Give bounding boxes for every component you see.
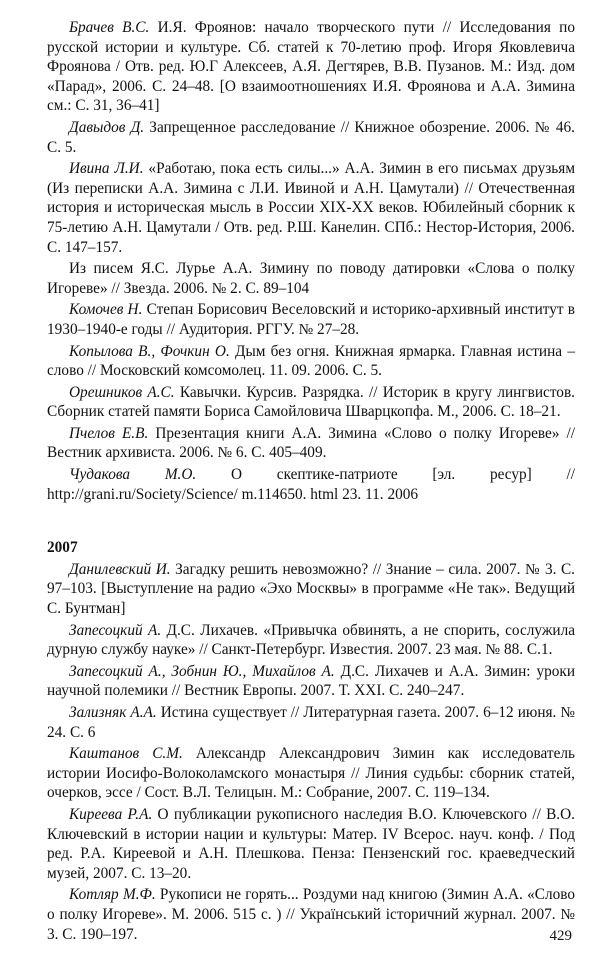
entry-text: Истина существует // Литературная газета. 2007. 6–12 июня. № 24. С. 6 [47,704,575,741]
section-2007-entries [47,560,575,944]
entry-text: Загадку решить невозможно? // Знание – сила. 2007. № 3. С. 97–103. [Выступление на радио «Эхо Москвы» в программе «Не так». Ведущий С. Бунтман] [47,560,575,618]
entry-author: Запесоцкий А., Зобнин Ю., Михайлов А. [69,662,335,680]
entry-text: Дым без огня. Книжная ярмарка. Главная истина – слово // Московский комсомолец. 11. 09. 2006. С. 5. [47,342,575,380]
entry-text: Из писем Я.С. Лурье А.А. Зимину по поводу датировки «Слова о полку Игореве» // Звезда. 2006. № 2. С. 89–104 [47,260,575,297]
entry-text: Презентация книги А.А. Зимина «Слово о полку Игореве» // Вестник архивиста. 2006. № 6. С. 405–409. [47,424,576,462]
entry-author: Данилевский И. [69,560,171,578]
bibliography-entry [47,621,575,660]
bibliography-entry [47,118,575,157]
entry-author: Брачев В.С. [69,19,150,36]
bibliography-entry [47,744,575,803]
bibliography-entry [47,662,575,701]
bibliography-entry [47,703,575,742]
bibliography-entry [47,885,575,944]
bibliography-entry [47,300,575,339]
bibliography-entry [47,560,575,619]
bibliography-entry [47,805,575,883]
bibliography-entry [47,424,575,463]
entry-author: Ивина Л.И. [69,160,144,178]
year-heading: 2007 [47,539,78,557]
entry-author: Каштанов С.М. [69,745,183,763]
entry-text: О публикации рукописного наследия В.О. Ключевского // В.О. Ключевский в истории нации и культуры: Матер. IV Всерос. науч. конф. / Под ред. Р.А. Киреевой и А.Н. Плешкова. Пенза: Пензенский гос. краеведческий музей, 2007. С. 13–20. [47,805,575,882]
entry-text: Степан Борисович Веселовский и историко-архивный институт в 1930–1940-е годы // Аудитория. РГГУ. № 27–28. [47,301,575,338]
entry-author: Киреева Р.А. [69,805,153,823]
entry-author: Котляр М.Ф. [69,886,156,904]
bibliography-entry [47,465,575,504]
entry-text: Рукописи не горять... Роздуми над книгою (Зимин А.А. «Слово о полку Игореве». М. 2006. 515 с. ) // Український історичний журнал. 2007. № 3. С. 190–197. [47,886,576,943]
entry-author: Копылова В., Фочкин О. [69,342,230,360]
entry-author: Зализняк А.А. [69,704,157,721]
entry-author: Чудакова М.О. [69,466,197,484]
entry-text: О скептике-патриоте [эл. ресур] // http://grani.ru/Society/Science/ m.114650. html 23. 11. 2006 [47,466,575,503]
page-body [47,18,575,946]
entry-author: Комочев Н. [69,301,143,319]
entry-text: Александр Александрович Зимин как исследователь истории Иосифо-Волоколамского монастыря // Линия судьбы: сборник статей, очерков, эссе / Сост. В.Л. Телицын. М.: Собрание, 2007. С. 119–134. [47,745,576,802]
bibliography-entry [47,342,575,381]
entry-text: И.Я. Фроянов: начало творческого пути // Исследования по русской истории и культуре. Сб. статей к 70-летию проф. Игоря Яковлевича Фроянова / Отв. ред. Ю.Г Алексеев, А.Я. Дегтярев, В.В. Пузанов. М.: Изд. дом «Парад», 2006. С. 24–48. [О взаимоотношениях И.Я. Фроянова и А.А. Зимина см.: С. 31, 36–41] [47,19,575,115]
entry-author: Орешников А.С. [69,383,175,401]
bibliography-entry [47,159,575,257]
entry-text: Д.С. Лихачев и А.А. Зимин: уроки научной полемики // Вестник Европы. 2007. Т. XXI. С. 240–247. [47,662,576,700]
entry-author: Пчелов Е.В. [69,424,149,442]
entry-text: Д.С. Лихачев. «Привычка обвинять, а не спорить, сослужила дурную службу науке» // Санкт-Петербург. Известия. 2007. 23 мая. № 88. С.1. [47,621,576,659]
entry-author: Давыдов Д. [69,118,145,136]
bibliography-entry [47,259,575,298]
bibliography-entry [47,18,575,116]
entry-text: «Работаю, пока есть силы...» А.А. Зимин в его письмах друзьям (Из переписки А.А. Зимина с Л.И. Ивиной и А.Н. Цамутали) // Отечественная история и историческая мысль в России XIX-XX веков. Юбилейный сборник к 75-летию А.Н. Цамутали / Отв. ред. Р.Ш. Канелин. СПб.: Нестор-История, 2006. С. 147–157. [47,160,576,256]
entry-text: Запрещенное расследование // Книжное обозрение. 2006. № 46. С. 5. [47,118,576,156]
page-number: 429 [549,928,572,944]
section-2006-entries [47,18,575,504]
bibliography-entry [47,383,575,422]
entry-text: Кавычки. Курсив. Разрядка. // Историк в кругу лингвистов. Сборник статей памяти Бориса Самойловича Шварцкопфа. М., 2006. С. 18–21. [47,383,576,421]
entry-author: Запесоцкий А. [69,621,162,639]
